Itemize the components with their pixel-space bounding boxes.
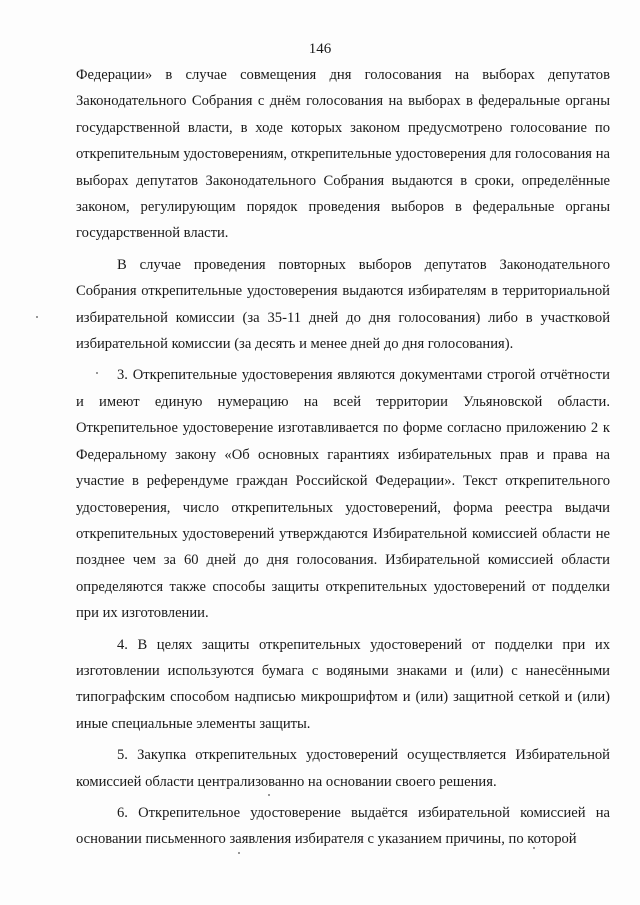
paragraph-continuation: Федерации» в случае совмещения дня голосования на выборах депутатов Законодательного Собрания с днём голосования на выборах в федеральные органы государственной власти, в ходе которых законом предусмотрено голосование по открепительным удостоверениям, открепительные удостоверения для голосования на выборах депутатов Законодательного Собрания выдаются в сроки, определённые законом, регулирующим порядок проведения выборов в федеральные органы государственной власти. — [76, 67, 610, 242]
scan-speck — [36, 316, 38, 318]
paragraph-repeat-elections: В случае проведения повторных выборов депутатов Законодательного Собрания открепительные удостоверения выдаются избирателям в территориальной избирательной комиссии (за 35-11 дней до дня голосования) либо в участковой избирательной комиссии (за десять и менее дней до дня голосования). — [76, 256, 610, 353]
paragraph-5-procurement: 5. Закупка открепительных удостоверений осуществляется Избирательной комиссией области централизованно на основании своего решения. — [76, 747, 610, 790]
document-body — [76, 62, 610, 858]
scan-speck — [533, 847, 535, 849]
page-number: 146 — [308, 41, 332, 57]
paragraph-6-issuance: 6. Открепительное удостоверение выдаётся избирательной комиссией на основании письменного заявления избирателя с указанием причины, по которой — [76, 804, 610, 848]
paragraph-4-forgery-protection: 4. В целях защиты открепительных удостоверений от подделки при их изготовлении используются бумага с водяными знаками и (или) с нанесёнными типографским способом надписью микрошрифтом и (или) защитной сеткой и (или) иные специальные элементы защиты. — [76, 636, 610, 732]
scan-speck — [96, 372, 98, 374]
scan-speck — [268, 794, 270, 796]
paragraph-3-strict-reporting: 3. Открепительные удостоверения являются документами строгой отчётности и имеют единую нумерацию на всей территории Ульяновской области. Открепительное удостоверение изготавливается по форме согласно приложению 2 к Федеральному закону «Об основных гарантиях избирательных прав и права на участие в референдуме граждан Российской Федерации». Текст открепительного удостоверения, число открепительных удостоверений, форма реестра выдачи открепительных удостоверений утверждаются Избирательной комиссией области не позднее чем за 60 дней до дня голосования. Избирательной комиссией области определяются также способы защиты открепительных удостоверений от подделки при их изготовлении. — [76, 367, 610, 622]
scan-speck — [238, 852, 240, 854]
